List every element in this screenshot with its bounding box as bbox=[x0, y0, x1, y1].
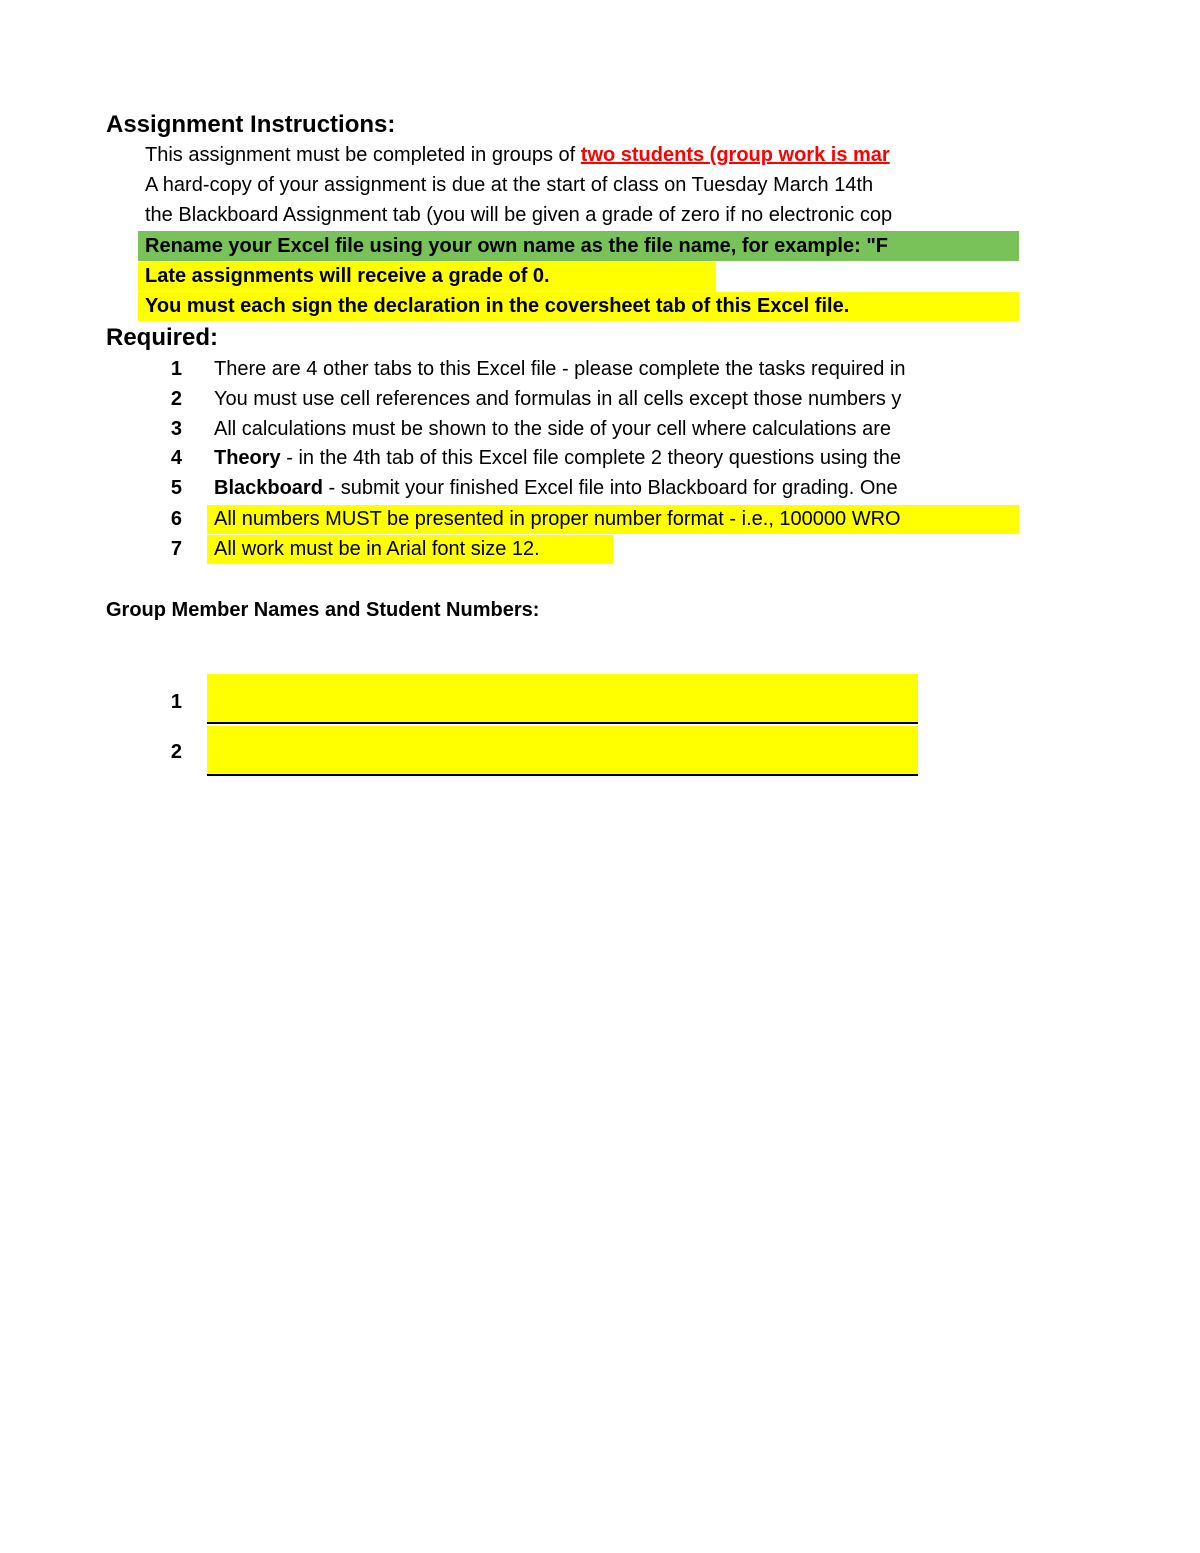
instructions-line-1-text: This assignment must be completed in groups of bbox=[145, 144, 581, 166]
required-item-2-text: You must use cell references and formulas in all cells except those numbers y bbox=[214, 388, 902, 410]
group-member-2-field[interactable] bbox=[207, 726, 918, 776]
required-item-7-number: 7 bbox=[170, 538, 182, 560]
rename-note: Rename your Excel file using your own name as the file name, for example: "F bbox=[145, 235, 889, 257]
sign-note: You must each sign the declaration in the coversheet tab of this Excel file. bbox=[145, 295, 850, 317]
required-item-5-text bbox=[214, 473, 1019, 503]
required-item-4-keyword: Theory bbox=[214, 447, 281, 469]
required-item-3-number: 3 bbox=[170, 418, 182, 440]
required-item-4-number: 4 bbox=[170, 447, 182, 469]
instructions-heading: Assignment Instructions: bbox=[106, 111, 396, 138]
required-item-2-number: 2 bbox=[170, 388, 182, 410]
group-member-1-field[interactable] bbox=[207, 674, 918, 724]
required-item-6-text: All numbers MUST be presented in proper number format - i.e., 100000 WRO bbox=[214, 508, 901, 530]
instructions-line-2: A hard-copy of your assignment is due at the start of class on Tuesday March 14th bbox=[145, 174, 874, 196]
group-member-1-number: 1 bbox=[170, 691, 182, 713]
required-item-1-number: 1 bbox=[170, 358, 182, 380]
required-item-4-description: - in the 4th tab of this Excel file complete 2 theory questions using the bbox=[280, 447, 902, 469]
required-item-1-text: There are 4 other tabs to this Excel file - please complete the tasks required in bbox=[214, 358, 906, 380]
required-item-4-text bbox=[214, 443, 1019, 473]
group-requirement-emphasis: two students (group work is mar bbox=[580, 144, 890, 166]
required-item-6-number: 6 bbox=[170, 508, 182, 530]
required-heading: Required: bbox=[106, 324, 219, 351]
group-member-2-number: 2 bbox=[170, 741, 182, 763]
instructions-line-1 bbox=[145, 140, 1019, 170]
required-item-7-text: All work must be in Arial font size 12. bbox=[214, 538, 540, 560]
required-item-5-keyword: Blackboard bbox=[214, 477, 323, 499]
required-item-5-description: - submit your finished Excel file into Blackboard for grading. One bbox=[322, 477, 898, 499]
instructions-line-3: the Blackboard Assignment tab (you will be given a grade of zero if no electronic cop bbox=[145, 204, 893, 226]
required-item-5-number: 5 bbox=[170, 477, 182, 499]
required-item-3-text: All calculations must be shown to the side of your cell where calculations are bbox=[214, 418, 892, 440]
group-members-heading: Group Member Names and Student Numbers: bbox=[106, 599, 540, 621]
late-note: Late assignments will receive a grade of 0. bbox=[145, 265, 550, 287]
